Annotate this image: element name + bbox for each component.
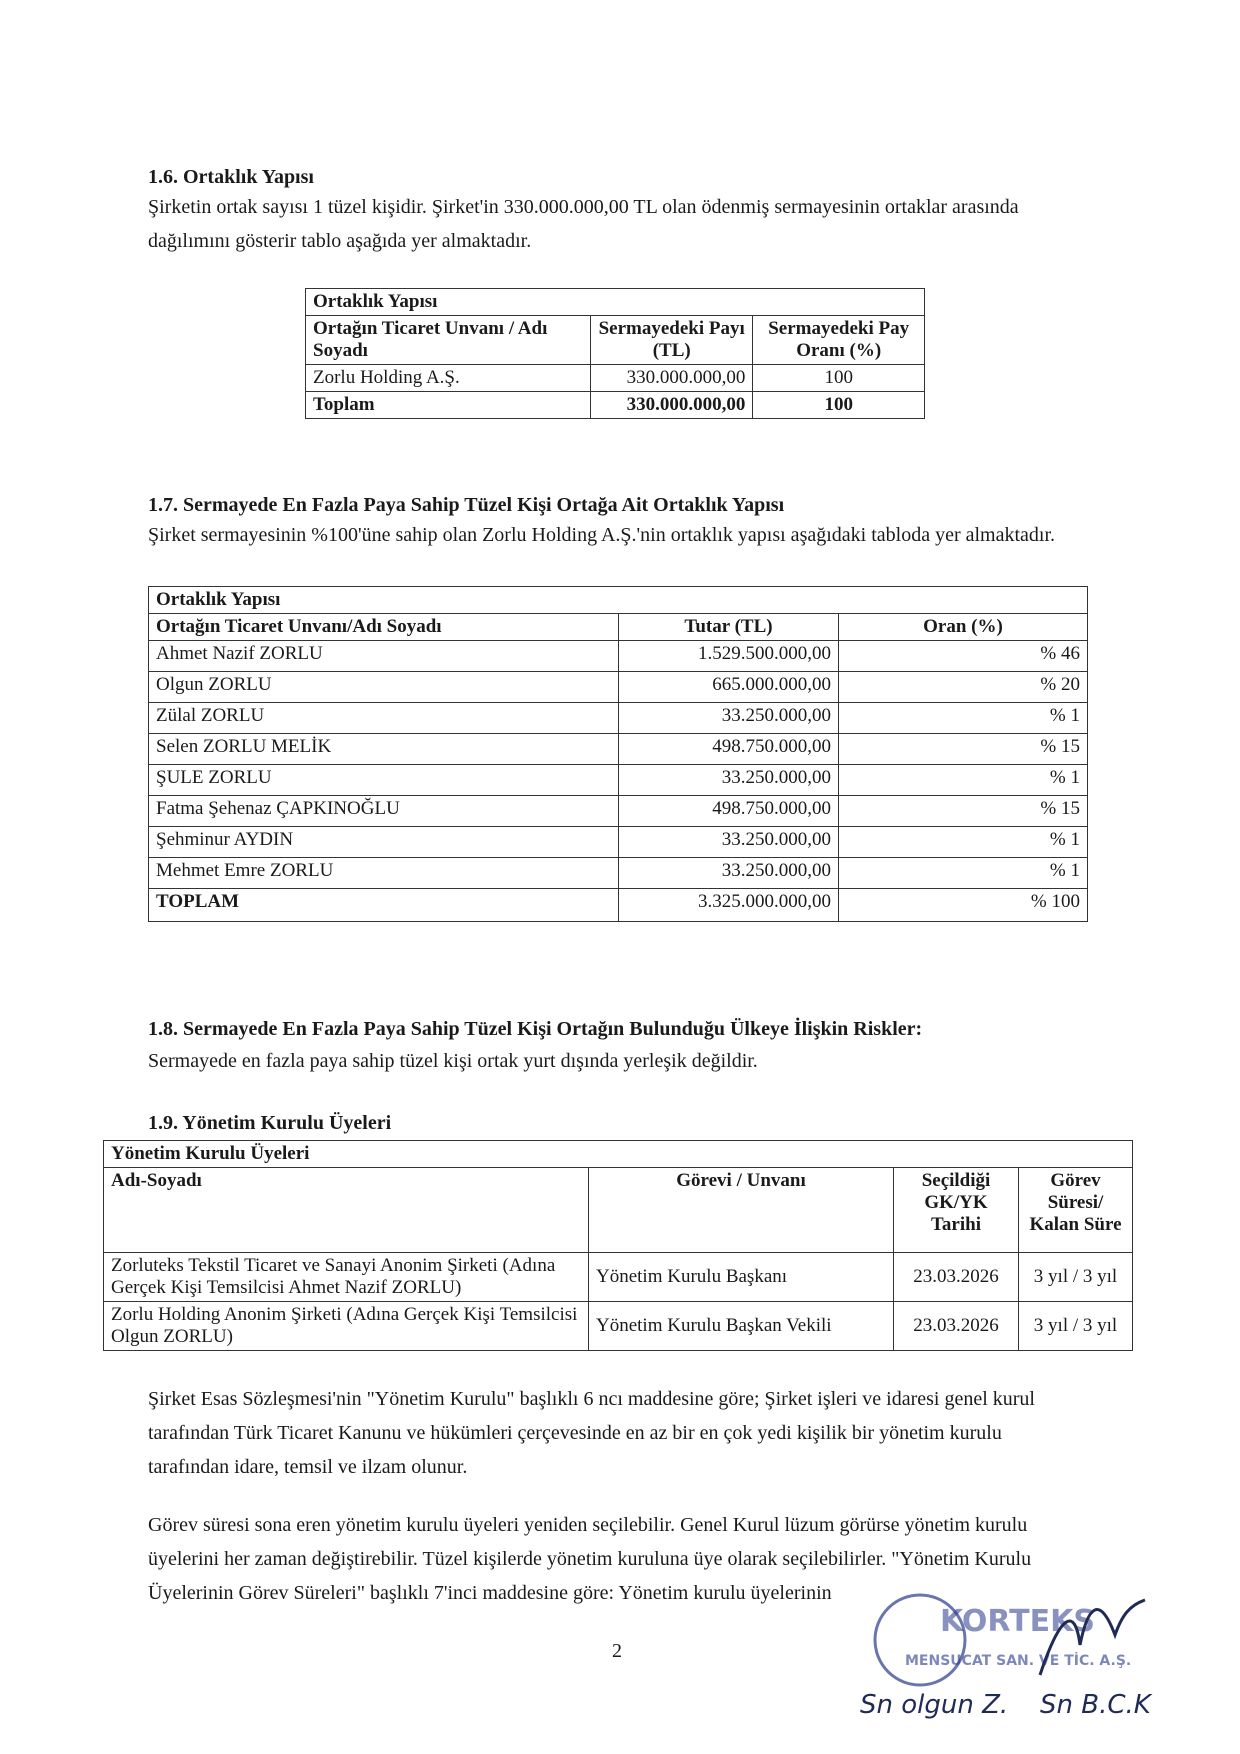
- table-cell: % 20: [839, 672, 1088, 703]
- section-1-6-paragraph: Şirketin ortak sayısı 1 tüzel kişidir. Şirket'in 330.000.000,00 TL olan ödenmiş sermayesinin ortaklar arasında dağılımını gösterir tablo aşağıda yer almaktadır.: [148, 196, 1019, 252]
- table-cell: 33.250.000,00: [619, 765, 839, 796]
- column-header: Oran (%): [839, 614, 1088, 641]
- section-1-8-paragraph: Sermayede en fazla paya sahip tüzel kişi ortak yurt dışında yerleşik değildir.: [148, 1050, 758, 1072]
- table-cell: % 15: [839, 796, 1088, 827]
- table-cell: ŞULE ZORLU: [149, 765, 619, 796]
- table-cell: Zorlu Holding Anonim Şirketi (Adına Gerçek Kişi Temsilcisi Olgun ZORLU): [104, 1302, 589, 1351]
- table-row: [149, 827, 1088, 858]
- signature-2: Sn B.C.K: [1040, 1690, 1151, 1720]
- table-cell: Olgun ZORLU: [149, 672, 619, 703]
- table-total-row: [306, 392, 925, 419]
- table-row: [149, 765, 1088, 796]
- section-1-9-paragraph-2: Görev süresi sona eren yönetim kurulu üyeleri yeniden seçilebilir. Genel Kurul lüzum görürse yönetim kurulu üyelerini her zaman değiştirebilir. Tüzel kişilerde yönetim kuruluna üye olarak seçilebilirler. "Yönetim Kurulu Üyelerinin Görev Süreleri" başlıklı 7'inci maddesine göre: Yönetim kurulu üyelerinin: [148, 1514, 1032, 1604]
- table-cell: 3.325.000.000,00: [619, 889, 839, 922]
- table-cell: Şehminur AYDIN: [149, 827, 619, 858]
- table-row: [149, 641, 1088, 672]
- table-row: [306, 365, 925, 392]
- table-cell: 330.000.000,00: [591, 365, 753, 392]
- table-cell: % 1: [839, 827, 1088, 858]
- svg-text:MENSUCAT SAN. VE TİC. A.Ş.: MENSUCAT SAN. VE TİC. A.Ş.: [905, 1653, 1132, 1669]
- table-cell: Mehmet Emre ZORLU: [149, 858, 619, 889]
- column-header: Sermayedeki Pay Oranı (%): [753, 316, 925, 365]
- table-cell: 498.750.000,00: [619, 734, 839, 765]
- table-body: [149, 641, 1088, 889]
- table-cell: 330.000.000,00: [591, 392, 753, 419]
- table-cell: % 15: [839, 734, 1088, 765]
- column-header: Adı-Soyadı: [104, 1168, 589, 1253]
- table-cell: % 1: [839, 765, 1088, 796]
- table-cell: % 46: [839, 641, 1088, 672]
- table-row: [149, 672, 1088, 703]
- table-cell: 3 yıl / 3 yıl: [1019, 1253, 1133, 1302]
- section-1-8-heading: 1.8. Sermayede En Fazla Paya Sahip Tüzel Kişi Ortağın Bulunduğu Ülkeye İlişkin Riskler:: [148, 1018, 923, 1040]
- table-total-row: [149, 889, 1088, 922]
- table-cell: Zülal ZORLU: [149, 703, 619, 734]
- table-row: [104, 1302, 1133, 1351]
- table-cell: 100: [753, 392, 925, 419]
- page-number: 2: [612, 1640, 622, 1662]
- company-stamp: [860, 1585, 1160, 1695]
- table-cell: Fatma Şehenaz ÇAPKINOĞLU: [149, 796, 619, 827]
- table-cell: 23.03.2026: [894, 1302, 1019, 1351]
- table-cell: 3 yıl / 3 yıl: [1019, 1302, 1133, 1351]
- section-1-6-heading: 1.6. Ortaklık Yapısı: [148, 166, 314, 188]
- table-row: [149, 734, 1088, 765]
- svg-text:KORTEKS: KORTEKS: [940, 1604, 1095, 1639]
- table-cell: % 1: [839, 858, 1088, 889]
- column-header: Görevi / Unvanı: [589, 1168, 894, 1253]
- table-row: [104, 1253, 1133, 1302]
- column-header: Seçildiği GK/YK Tarihi: [894, 1168, 1019, 1253]
- board-members-table: [103, 1140, 1133, 1351]
- column-header: Görev Süresi/ Kalan Süre: [1019, 1168, 1133, 1253]
- section-1-7-heading: 1.7. Sermayede En Fazla Paya Sahip Tüzel Kişi Ortağa Ait Ortaklık Yapısı: [148, 494, 785, 516]
- table-cell: % 100: [839, 889, 1088, 922]
- table-caption: Ortaklık Yapısı: [149, 587, 1088, 614]
- table-cell: 33.250.000,00: [619, 827, 839, 858]
- table-cell: Zorluteks Tekstil Ticaret ve Sanayi Anonim Şirketi (Adına Gerçek Kişi Temsilcisi Ahmet Nazif ZORLU): [104, 1253, 589, 1302]
- table-cell: 498.750.000,00: [619, 796, 839, 827]
- column-header: Tutar (TL): [619, 614, 839, 641]
- table-cell: Yönetim Kurulu Başkanı: [589, 1253, 894, 1302]
- table-cell: Yönetim Kurulu Başkan Vekili: [589, 1302, 894, 1351]
- column-header: Ortağın Ticaret Unvanı / Adı Soyadı: [306, 316, 591, 365]
- column-header: Sermayedeki Payı (TL): [591, 316, 753, 365]
- table-cell: 665.000.000,00: [619, 672, 839, 703]
- table-cell: Zorlu Holding A.Ş.: [306, 365, 591, 392]
- table-caption: Ortaklık Yapısı: [306, 289, 925, 316]
- table-row: [149, 703, 1088, 734]
- table-cell: 1.529.500.000,00: [619, 641, 839, 672]
- table-cell: 100: [753, 365, 925, 392]
- table-row: [149, 858, 1088, 889]
- table-cell: % 1: [839, 703, 1088, 734]
- table-row: [149, 796, 1088, 827]
- table-cell: TOPLAM: [149, 889, 619, 922]
- column-header: Ortağın Ticaret Unvanı/Adı Soyadı: [149, 614, 619, 641]
- section-1-9-heading: 1.9. Yönetim Kurulu Üyeleri: [148, 1112, 392, 1134]
- signature-1: Sn olgun Z.: [860, 1690, 1009, 1720]
- table-cell: Toplam: [306, 392, 591, 419]
- table-cell: Selen ZORLU MELİK: [149, 734, 619, 765]
- table-cell: 33.250.000,00: [619, 858, 839, 889]
- holding-shareholder-table: [148, 586, 1088, 922]
- shareholder-table: [305, 288, 925, 419]
- table-cell: Ahmet Nazif ZORLU: [149, 641, 619, 672]
- section-1-9-paragraph-1: Şirket Esas Sözleşmesi'nin "Yönetim Kurulu" başlıklı 6 ncı maddesine göre; Şirket işleri ve idaresi genel kurul tarafından Türk Ticaret Kanunu ve hükümleri çerçevesinde en az bir en çok yedi kişilik bir yönetim kurulu tarafından idare, temsil ve ilzam olunur.: [148, 1388, 1035, 1478]
- table-cell: 23.03.2026: [894, 1253, 1019, 1302]
- section-1-7-paragraph: Şirket sermayesinin %100'üne sahip olan Zorlu Holding A.Ş.'nin ortaklık yapısı aşağıdaki tabloda yer almaktadır.: [148, 524, 1056, 546]
- table-caption: Yönetim Kurulu Üyeleri: [104, 1141, 1133, 1168]
- table-cell: 33.250.000,00: [619, 703, 839, 734]
